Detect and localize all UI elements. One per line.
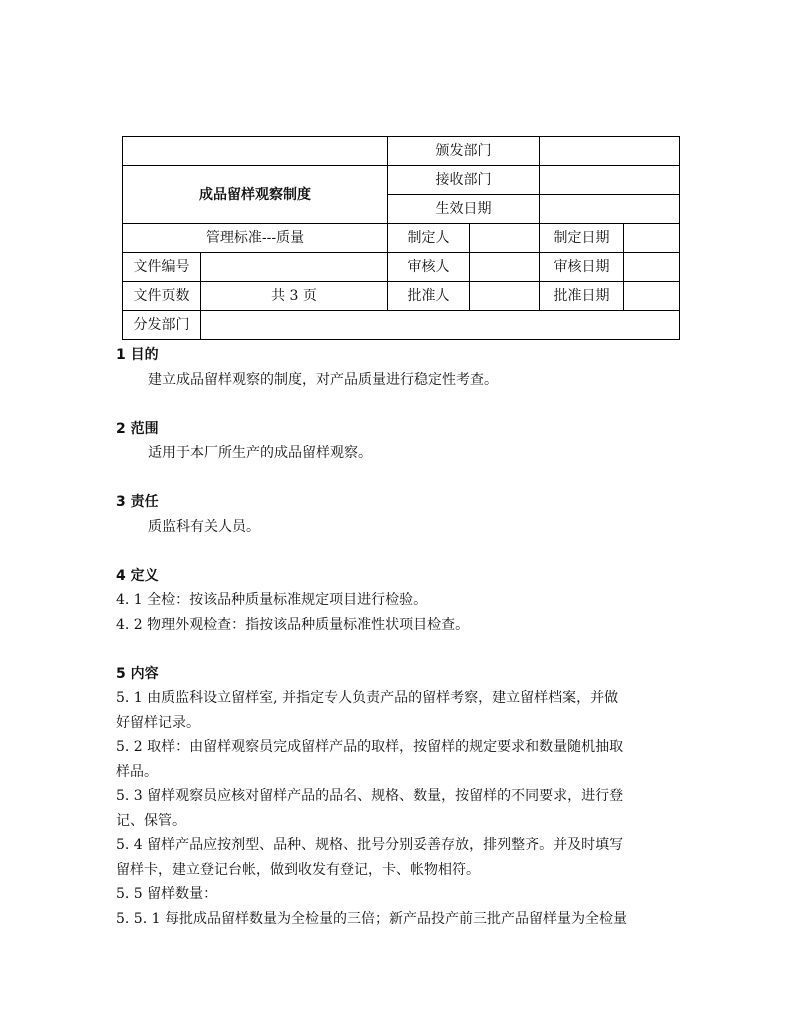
receiving-dept-value (540, 166, 680, 195)
header-row-issuing (123, 137, 680, 166)
draft-date-value (624, 224, 680, 253)
reviewer-value (470, 253, 540, 282)
document-category: 管理标准---质量 (123, 224, 388, 253)
approve-date-label: 批准日期 (540, 282, 624, 311)
section-4-heading: 4 定义 (116, 567, 159, 584)
document-header-table (122, 136, 680, 340)
review-date-label: 审核日期 (540, 253, 624, 282)
section-5-5-1-text: 5. 5. 1 每批成品留样数量为全检量的三倍；新产品投产前三批产品留样量为全检量 (116, 910, 627, 927)
section-3-heading: 3 责任 (116, 494, 159, 510)
document-body (116, 343, 686, 931)
file-no-label: 文件编号 (123, 253, 201, 282)
effective-date-label: 生效日期 (388, 195, 540, 224)
review-date-value (624, 253, 680, 282)
approve-date-value (624, 282, 680, 311)
header-row-pages (123, 282, 680, 311)
section-2-heading: 2 范围 (116, 420, 159, 437)
document-title: 成品留样观察制度 (123, 166, 388, 224)
empty-cell (123, 137, 388, 166)
header-row-receiving (123, 166, 680, 195)
pages-label: 文件页数 (123, 282, 201, 311)
approver-label: 批准人 (388, 282, 470, 311)
drafter-value (470, 224, 540, 253)
section-5-5-text: 5. 5 留样数量： (116, 886, 218, 902)
approver-value (470, 282, 540, 311)
distribution-value (201, 311, 680, 340)
section-5-1-line-1: 5. 1 由质监科设立留样室, 并指定专人负责产品的留样考察，建立留样档案，并做 (116, 690, 619, 706)
section-5-3-line-2: 记、保管。 (116, 812, 186, 829)
header-row-category (123, 224, 680, 253)
header-row-file-no (123, 253, 680, 282)
file-no-value (201, 253, 388, 282)
section-2-text: 适用于本厂所生产的成品留样观察。 (148, 445, 372, 461)
section-3-text: 质监科有关人员。 (148, 518, 260, 535)
pages-value: 共 3 页 (201, 282, 388, 311)
section-5-4-line-1: 5. 4 留样产品应按剂型、品种、规格、批号分别妥善存放，排列整齐。并及时填写 (116, 837, 624, 853)
section-4-2-text: 4. 2 物理外观检查：指按该品种质量标准性状项目检查。 (116, 616, 470, 633)
section-4-1-text: 4. 1 全检：按该品种质量标准规定项目进行检验。 (116, 592, 428, 608)
section-5-2-line-2: 样品。 (116, 763, 158, 780)
issuing-dept-label: 颁发部门 (388, 137, 540, 166)
section-5-2-line-1: 5. 2 取样：由留样观察员完成留样产品的取样，按留样的规定要求和数量随机抽取 (116, 739, 624, 755)
distribution-label: 分发部门 (123, 311, 201, 340)
header-row-distribution (123, 311, 680, 340)
section-5-4-line-2: 留样卡，建立登记台帐，做到收发有登记，卡、帐物相符。 (116, 861, 480, 878)
receiving-dept-label: 接收部门 (388, 166, 540, 195)
section-5-heading: 5 内容 (116, 665, 159, 682)
section-1-text: 建立成品留样观察的制度，对产品质量进行稳定性考查。 (148, 371, 498, 388)
reviewer-label: 审核人 (388, 253, 470, 282)
section-1-heading: 1 目的 (116, 347, 159, 363)
drafter-label: 制定人 (388, 224, 470, 253)
effective-date-value (540, 195, 680, 224)
section-5-1-line-2: 好留样记录。 (116, 714, 200, 731)
issuing-dept-value (540, 137, 680, 166)
section-5-3-line-1: 5. 3 留样观察员应核对留样产品的品名、规格、数量，按留样的不同要求，进行登 (116, 788, 624, 804)
draft-date-label: 制定日期 (540, 224, 624, 253)
